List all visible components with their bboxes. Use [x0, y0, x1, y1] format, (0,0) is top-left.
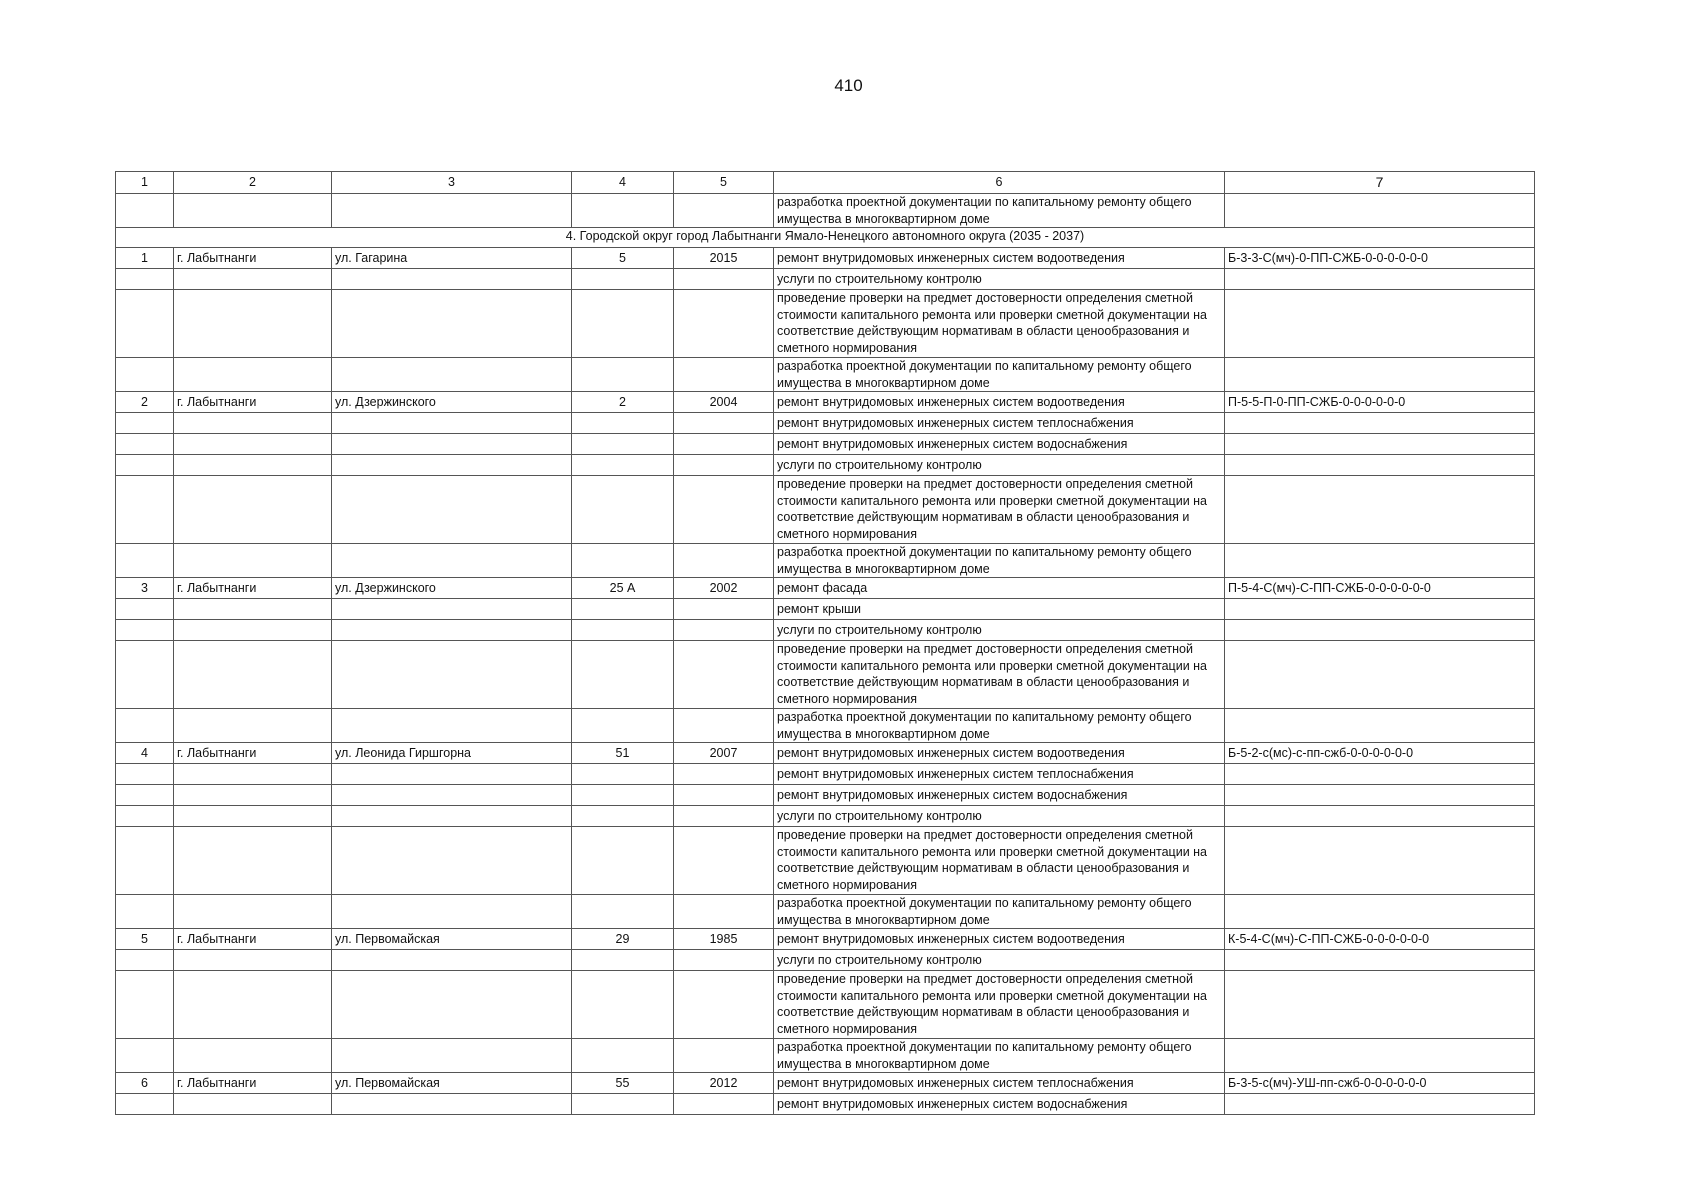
year-cell — [674, 971, 774, 1039]
house-number-cell — [572, 544, 674, 578]
row-number-cell — [116, 599, 174, 620]
row-number-cell: 4 — [116, 743, 174, 764]
year-cell — [674, 641, 774, 709]
work-type-cell: ремонт внутридомовых инженерных систем водоотведения — [774, 392, 1225, 413]
table-row — [116, 620, 1535, 641]
table-row — [116, 248, 1535, 269]
city-cell — [174, 194, 332, 228]
capital-repair-table — [115, 171, 1535, 1115]
table-row — [116, 413, 1535, 434]
year-cell — [674, 476, 774, 544]
table-row — [116, 764, 1535, 785]
work-type-cell: услуги по строительному контролю — [774, 950, 1225, 971]
work-type-cell: услуги по строительному контролю — [774, 620, 1225, 641]
building-code-cell — [1225, 434, 1535, 455]
year-cell: 1985 — [674, 929, 774, 950]
city-cell: г. Лабытнанги — [174, 1073, 332, 1094]
year-cell — [674, 785, 774, 806]
house-number-cell: 29 — [572, 929, 674, 950]
work-type-cell: ремонт внутридомовых инженерных систем водоснабжения — [774, 1094, 1225, 1115]
row-number-cell — [116, 895, 174, 929]
street-cell: ул. Леонида Гиршгорна — [332, 743, 572, 764]
city-cell — [174, 827, 332, 895]
building-code-cell — [1225, 1094, 1535, 1115]
year-cell — [674, 434, 774, 455]
street-cell — [332, 827, 572, 895]
city-cell: г. Лабытнанги — [174, 578, 332, 599]
section-title-row — [116, 228, 1535, 248]
city-cell — [174, 358, 332, 392]
year-cell: 2012 — [674, 1073, 774, 1094]
street-cell — [332, 641, 572, 709]
row-number-cell — [116, 827, 174, 895]
row-number-cell — [116, 785, 174, 806]
street-cell — [332, 764, 572, 785]
row-number-cell — [116, 455, 174, 476]
street-cell — [332, 544, 572, 578]
row-number-cell — [116, 1039, 174, 1073]
house-number-cell — [572, 413, 674, 434]
year-cell — [674, 895, 774, 929]
building-code-cell — [1225, 764, 1535, 785]
header-row — [116, 172, 1535, 194]
house-number-cell — [572, 785, 674, 806]
year-cell — [674, 827, 774, 895]
street-cell — [332, 434, 572, 455]
building-code-cell: Б-3-5-с(мч)-УШ-пп-сжб-0-0-0-0-0-0 — [1225, 1073, 1535, 1094]
house-number-cell — [572, 1094, 674, 1115]
street-cell — [332, 785, 572, 806]
street-cell — [332, 476, 572, 544]
header-cell-6: 6 — [774, 172, 1225, 194]
work-type-cell: ремонт внутридомовых инженерных систем водоотведения — [774, 248, 1225, 269]
city-cell — [174, 1094, 332, 1115]
row-number-cell — [116, 476, 174, 544]
street-cell: ул. Первомайская — [332, 929, 572, 950]
building-code-cell — [1225, 620, 1535, 641]
header-cell-2: 2 — [174, 172, 332, 194]
year-cell — [674, 413, 774, 434]
row-number-cell — [116, 764, 174, 785]
street-cell — [332, 971, 572, 1039]
building-code-cell: Б-3-3-С(мч)-0-ПП-СЖБ-0-0-0-0-0-0 — [1225, 248, 1535, 269]
table-row — [116, 358, 1535, 392]
city-cell — [174, 476, 332, 544]
street-cell — [332, 1039, 572, 1073]
work-type-cell: ремонт внутридомовых инженерных систем теплоснабжения — [774, 413, 1225, 434]
city-cell: г. Лабытнанги — [174, 248, 332, 269]
street-cell: ул. Первомайская — [332, 1073, 572, 1094]
table-row — [116, 194, 1535, 228]
year-cell — [674, 764, 774, 785]
year-cell — [674, 455, 774, 476]
row-number-cell — [116, 806, 174, 827]
building-code-cell — [1225, 806, 1535, 827]
table-row — [116, 709, 1535, 743]
building-code-cell — [1225, 709, 1535, 743]
table-row — [116, 455, 1535, 476]
table-row — [116, 806, 1535, 827]
table-row — [116, 971, 1535, 1039]
city-cell — [174, 764, 332, 785]
house-number-cell: 2 — [572, 392, 674, 413]
work-type-cell: ремонт фасада — [774, 578, 1225, 599]
street-cell: ул. Дзержинского — [332, 578, 572, 599]
street-cell: ул. Гагарина — [332, 248, 572, 269]
table-row — [116, 929, 1535, 950]
row-number-cell — [116, 434, 174, 455]
work-type-cell: услуги по строительному контролю — [774, 806, 1225, 827]
row-number-cell — [116, 194, 174, 228]
city-cell — [174, 971, 332, 1039]
table-row — [116, 743, 1535, 764]
building-code-cell — [1225, 544, 1535, 578]
year-cell — [674, 806, 774, 827]
building-code-cell — [1225, 1039, 1535, 1073]
table-row — [116, 476, 1535, 544]
house-number-cell: 25 А — [572, 578, 674, 599]
work-type-cell: ремонт внутридомовых инженерных систем теплоснабжения — [774, 1073, 1225, 1094]
city-cell — [174, 544, 332, 578]
street-cell — [332, 709, 572, 743]
house-number-cell — [572, 764, 674, 785]
street-cell — [332, 455, 572, 476]
table-row — [116, 434, 1535, 455]
building-code-cell — [1225, 358, 1535, 392]
row-number-cell — [116, 413, 174, 434]
table-row — [116, 827, 1535, 895]
building-code-cell — [1225, 641, 1535, 709]
row-number-cell — [116, 1094, 174, 1115]
street-cell: ул. Дзержинского — [332, 392, 572, 413]
city-cell — [174, 709, 332, 743]
street-cell — [332, 599, 572, 620]
house-number-cell: 55 — [572, 1073, 674, 1094]
year-cell — [674, 194, 774, 228]
work-type-cell: ремонт внутридомовых инженерных систем водоотведения — [774, 929, 1225, 950]
header-cell-3: 3 — [332, 172, 572, 194]
street-cell — [332, 895, 572, 929]
row-number-cell: 1 — [116, 248, 174, 269]
building-code-cell — [1225, 827, 1535, 895]
house-number-cell: 51 — [572, 743, 674, 764]
work-type-cell: разработка проектной документации по капитальному ремонту общего имущества в многоквартирном доме — [774, 544, 1225, 578]
year-cell: 2004 — [674, 392, 774, 413]
year-cell — [674, 599, 774, 620]
row-number-cell: 3 — [116, 578, 174, 599]
city-cell — [174, 806, 332, 827]
city-cell: г. Лабытнанги — [174, 743, 332, 764]
house-number-cell: 5 — [572, 248, 674, 269]
city-cell — [174, 950, 332, 971]
work-type-cell: ремонт внутридомовых инженерных систем теплоснабжения — [774, 764, 1225, 785]
table-row — [116, 641, 1535, 709]
year-cell — [674, 269, 774, 290]
year-cell — [674, 1094, 774, 1115]
building-code-cell: П-5-4-С(мч)-С-ПП-СЖБ-0-0-0-0-0-0 — [1225, 578, 1535, 599]
header-cell-5: 5 — [674, 172, 774, 194]
header-cell-7: 7 — [1225, 172, 1535, 194]
street-cell — [332, 290, 572, 358]
house-number-cell — [572, 806, 674, 827]
work-type-cell: услуги по строительному контролю — [774, 455, 1225, 476]
house-number-cell — [572, 599, 674, 620]
street-cell — [332, 194, 572, 228]
building-code-cell — [1225, 290, 1535, 358]
city-cell — [174, 895, 332, 929]
building-code-cell — [1225, 785, 1535, 806]
building-code-cell — [1225, 476, 1535, 544]
city-cell: г. Лабытнанги — [174, 392, 332, 413]
building-code-cell — [1225, 269, 1535, 290]
section-title: 4. Городской округ город Лабытнанги Ямало-Ненецкого автономного округа (2035 - 2037) — [116, 228, 1535, 248]
year-cell: 2002 — [674, 578, 774, 599]
city-cell — [174, 413, 332, 434]
street-cell — [332, 269, 572, 290]
table-row — [116, 290, 1535, 358]
work-type-cell: разработка проектной документации по капитальному ремонту общего имущества в многоквартирном доме — [774, 895, 1225, 929]
house-number-cell — [572, 476, 674, 544]
row-number-cell — [116, 620, 174, 641]
street-cell — [332, 413, 572, 434]
house-number-cell — [572, 1039, 674, 1073]
building-code-cell — [1225, 950, 1535, 971]
row-number-cell — [116, 358, 174, 392]
house-number-cell — [572, 641, 674, 709]
table-row — [116, 1073, 1535, 1094]
building-code-cell: Б-5-2-с(мс)-с-пп-сжб-0-0-0-0-0-0 — [1225, 743, 1535, 764]
year-cell: 2015 — [674, 248, 774, 269]
street-cell — [332, 806, 572, 827]
table-row — [116, 1094, 1535, 1115]
city-cell — [174, 455, 332, 476]
table-row — [116, 544, 1535, 578]
row-number-cell: 5 — [116, 929, 174, 950]
row-number-cell — [116, 641, 174, 709]
table-row — [116, 895, 1535, 929]
building-code-cell: П-5-5-П-0-ПП-СЖБ-0-0-0-0-0-0 — [1225, 392, 1535, 413]
year-cell — [674, 290, 774, 358]
work-type-cell: проведение проверки на предмет достоверности определения сметной стоимости капитального ремонта или проверки сметной документации на соответствие действующим нормативам в области ценообразования и сметного нормирования — [774, 290, 1225, 358]
building-code-cell — [1225, 895, 1535, 929]
work-type-cell: проведение проверки на предмет достоверности определения сметной стоимости капитального ремонта или проверки сметной документации на соответствие действующим нормативам в области ценообразования и сметного нормирования — [774, 476, 1225, 544]
work-type-cell: услуги по строительному контролю — [774, 269, 1225, 290]
header-cell-1: 1 — [116, 172, 174, 194]
row-number-cell: 2 — [116, 392, 174, 413]
table-row — [116, 785, 1535, 806]
house-number-cell — [572, 434, 674, 455]
building-code-cell — [1225, 599, 1535, 620]
street-cell — [332, 1094, 572, 1115]
work-type-cell: ремонт внутридомовых инженерных систем водоотведения — [774, 743, 1225, 764]
city-cell — [174, 290, 332, 358]
work-type-cell: проведение проверки на предмет достоверности определения сметной стоимости капитального ремонта или проверки сметной документации на соответствие действующим нормативам в области ценообразования и сметного нормирования — [774, 641, 1225, 709]
city-cell: г. Лабытнанги — [174, 929, 332, 950]
building-code-cell — [1225, 971, 1535, 1039]
building-code-cell — [1225, 455, 1535, 476]
work-type-cell: проведение проверки на предмет достоверности определения сметной стоимости капитального ремонта или проверки сметной документации на соответствие действующим нормативам в области ценообразования и сметного нормирования — [774, 971, 1225, 1039]
work-type-cell: разработка проектной документации по капитальному ремонту общего имущества в многоквартирном доме — [774, 709, 1225, 743]
building-code-cell — [1225, 194, 1535, 228]
work-type-cell: ремонт внутридомовых инженерных систем водоснабжения — [774, 785, 1225, 806]
house-number-cell — [572, 455, 674, 476]
table-row — [116, 599, 1535, 620]
house-number-cell — [572, 827, 674, 895]
work-type-cell: разработка проектной документации по капитальному ремонту общего имущества в многоквартирном доме — [774, 194, 1225, 228]
building-code-cell — [1225, 413, 1535, 434]
row-number-cell — [116, 709, 174, 743]
city-cell — [174, 620, 332, 641]
table-row — [116, 269, 1535, 290]
year-cell — [674, 358, 774, 392]
header-cell-4: 4 — [572, 172, 674, 194]
year-cell — [674, 544, 774, 578]
city-cell — [174, 641, 332, 709]
house-number-cell — [572, 194, 674, 228]
work-type-cell: разработка проектной документации по капитальному ремонту общего имущества в многоквартирном доме — [774, 1039, 1225, 1073]
street-cell — [332, 620, 572, 641]
table-row — [116, 392, 1535, 413]
house-number-cell — [572, 269, 674, 290]
house-number-cell — [572, 290, 674, 358]
table-row — [116, 578, 1535, 599]
city-cell — [174, 785, 332, 806]
year-cell: 2007 — [674, 743, 774, 764]
street-cell — [332, 358, 572, 392]
city-cell — [174, 1039, 332, 1073]
work-type-cell: ремонт внутридомовых инженерных систем водоснабжения — [774, 434, 1225, 455]
row-number-cell — [116, 544, 174, 578]
row-number-cell — [116, 950, 174, 971]
year-cell — [674, 709, 774, 743]
city-cell — [174, 269, 332, 290]
work-type-cell: разработка проектной документации по капитальному ремонту общего имущества в многоквартирном доме — [774, 358, 1225, 392]
work-type-cell: ремонт крыши — [774, 599, 1225, 620]
year-cell — [674, 620, 774, 641]
street-cell — [332, 950, 572, 971]
house-number-cell — [572, 709, 674, 743]
building-code-cell: К-5-4-С(мч)-С-ПП-СЖБ-0-0-0-0-0-0 — [1225, 929, 1535, 950]
row-number-cell — [116, 971, 174, 1039]
row-number-cell: 6 — [116, 1073, 174, 1094]
table-body — [116, 172, 1535, 1115]
row-number-cell — [116, 269, 174, 290]
year-cell — [674, 1039, 774, 1073]
house-number-cell — [572, 971, 674, 1039]
house-number-cell — [572, 950, 674, 971]
house-number-cell — [572, 620, 674, 641]
city-cell — [174, 599, 332, 620]
work-type-cell: проведение проверки на предмет достоверности определения сметной стоимости капитального ремонта или проверки сметной документации на соответствие действующим нормативам в области ценообразования и сметного нормирования — [774, 827, 1225, 895]
city-cell — [174, 434, 332, 455]
table-row — [116, 950, 1535, 971]
page-number: 410 — [834, 76, 863, 95]
year-cell — [674, 950, 774, 971]
house-number-cell — [572, 895, 674, 929]
house-number-cell — [572, 358, 674, 392]
table-row — [116, 1039, 1535, 1073]
row-number-cell — [116, 290, 174, 358]
